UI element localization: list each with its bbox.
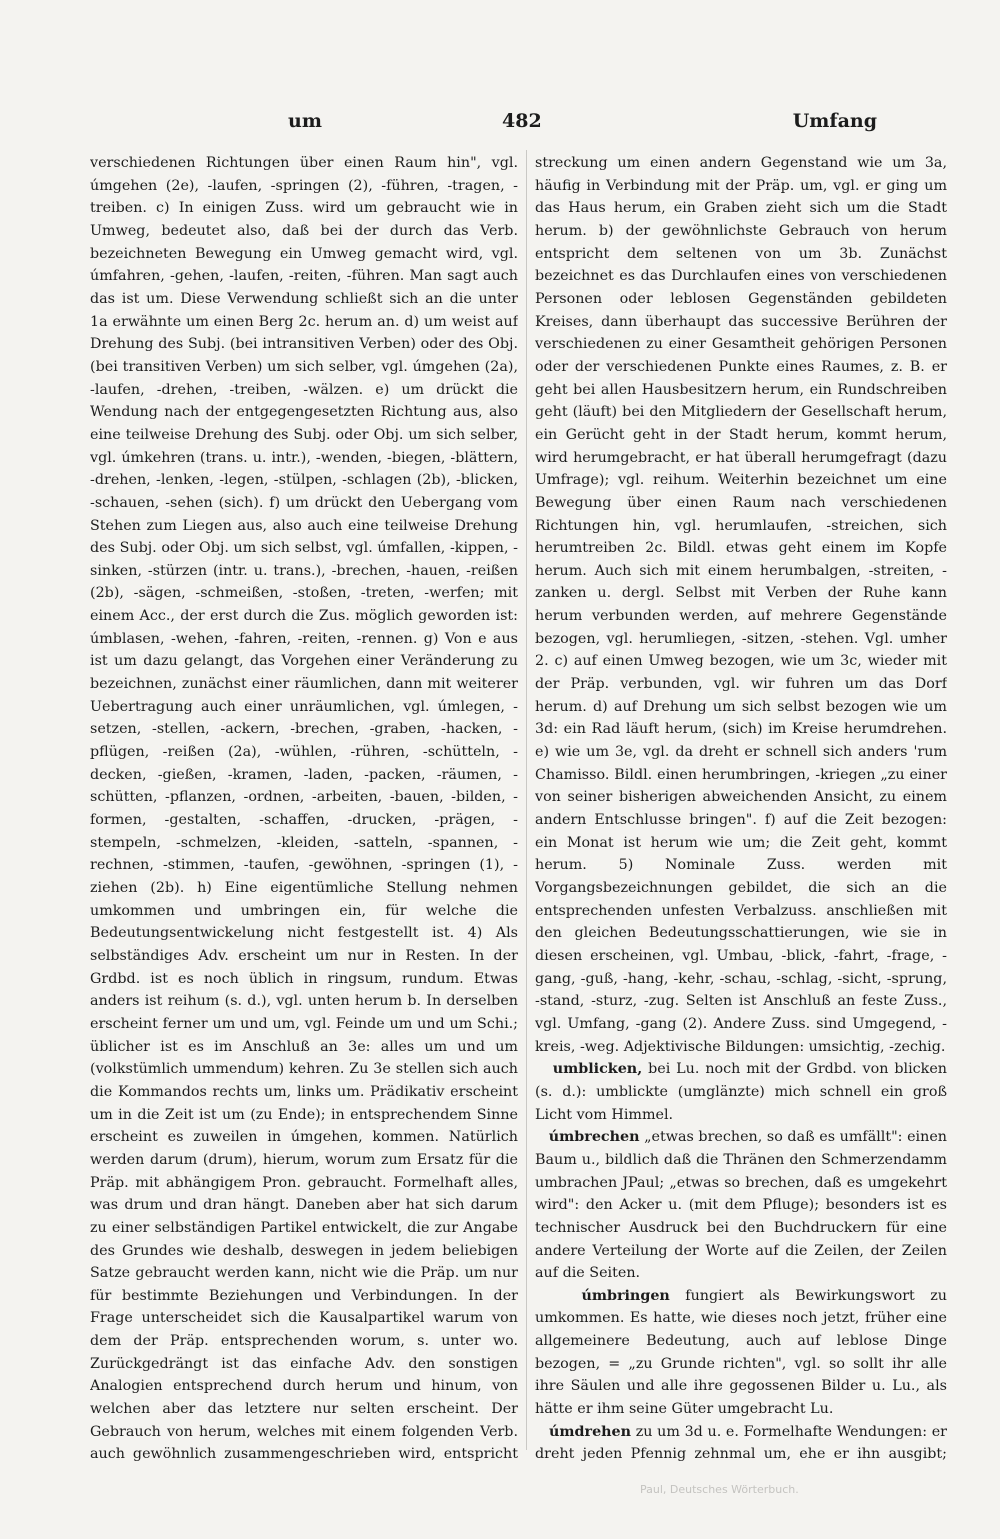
entry-continuation (535, 152, 947, 1058)
entry-text: bei Lu. noch mit der Grdbd. von blicken (s. d.): umblickte (umglänzte) mich schnell ein groß Licht vom Himmel. (535, 1061, 947, 1123)
page-number: 482 (502, 110, 542, 132)
entry-umblicken (535, 1058, 947, 1126)
running-header (90, 110, 940, 142)
entry-text: streckung um einen andern Gegenstand wie um 3a, häufig in Verbindung mit der Präp. um, vgl. er ging um das Haus herum, ein Graben zieht sich um die Stadt herum. b) der gewöhnlichste Gebrauch von herum entspricht dem seltenen von um 3b. Zunächst bezeichnet es das Durchlaufen eines von verschiedenen Personen oder leblosen Gegenständen gebildeten Kreises, dann überhaupt das successive Berühren der verschiedenen zu einer Gesamtheit gehörigen Personen oder der verschiedenen Punkte eines Raumes, z. B. er geht bei allen Hausbesitzern herum, ein Rundschreiben geht (läuft) bei den Mitgliedern der Gesellschaft herum, ein Gerücht geht in der Stadt herum, kommt herum, wird herumgebracht, er hat überall herumgefragt (dazu Umfrage); vgl. reihum. Weiterhin bezeichnet um eine Bewegung über einen Raum nach verschiedenen Richtungen hin, vgl. herumlaufen, -streichen, sich herumtreiben 2c. Bildl. etwas geht einem im Kopfe herum. Auch sich mit einem herumbalgen, -streiten, -zanken u. dergl. Selbst mit Verben der Ruhe kann herum verbunden werden, auf mehrere Gegenstände bezogen, vgl. herumliegen, -sitzen, -stehen. Vgl. umher 2. c) auf einen Umweg bezogen, wie um 3c, wieder mit der Präp. verbunden, vgl. wir fuhren um das Dorf herum. d) auf Drehung um sich selbst bezogen wie um 3d: ein Rad läuft herum, (sich) im Kreise herumdrehen. e) wie um 3e, vgl. da dreht er schnell sich anders 'rum Chamisso. Bildl. einen herumbringen, -kriegen „zu einer von seiner bisherigen abweichenden Ansicht, zu einem andern Entschlusse bringen". f) auf die Zeit bezogen: ein Monat ist herum wie um; die Zeit geht, kommt herum. 5) Nominale Zuss. werden mit Vorgangsbezeichnungen gebildet, die sich an die entsprechenden unfesten Verbalzuss. anschließen mit den gleichen Bedeutungsschattierungen, wie sie in diesen erscheinen, vgl. Umbau, -blick, -fahrt, -frage, -gang, -guß, -hang, -kehr, -schau, -schlag, -sicht, -sprung, -stand, -sturz, -zug. Selten ist Anschluß an feste Zuss., vgl. Umfang, -gang (2). Andere Zuss. sind Umgegend, -kreis, -weg. Adjektivische Bildungen: umsichtig, -zechig. (535, 155, 947, 1055)
entry-text: fungiert als Bewirkungswort zu umkommen. Es hatte, wie dieses noch jetzt, früher eine allgemeinere Bedeutung, auch auf leblose Dinge bezogen, = „zu Grunde richten", vgl. so sollt ihr alle ihre Säulen und alle ihre gegossenen Bilder u. Lu., als hätte er ihm seine Güter umgebracht Lu. (535, 1287, 947, 1418)
faint-bleedthrough-footer: Paul, Deutsches Wörterbuch. (640, 1483, 799, 1496)
entry-umbringen (535, 1285, 947, 1421)
entry-umdrehen (535, 1421, 947, 1462)
right-column (535, 152, 947, 1462)
headword: úmdrehen (549, 1423, 632, 1440)
entry-umbrechen (535, 1126, 947, 1285)
column-divider (526, 150, 527, 1450)
entry-text: „etwas brechen, so daß es umfällt": einen Baum u., bildlich daß die Thränen den Schmerzendamm umbrachen JPaul; „etwas so brechen, daß es umgekehrt wird": den Acker u. (mit dem Pfluge); besonders ist es technischer Ausdruck bei den Buchdruckern für eine andere Verteilung der Worte auf die Zeilen, der Zeilen auf die Seiten. (535, 1129, 947, 1282)
headword: úmbrechen (548, 1129, 640, 1146)
entry-text: zu um 3d u. e. Formelhafte Wendungen: er dreht jeden Pfennig zehnmal um, ehe er ihn ausgibt; (535, 1423, 947, 1462)
header-left-word: um (288, 110, 322, 132)
headword: umblicken, (552, 1061, 643, 1078)
left-column-text: verschiedenen Richtungen über einen Raum hin", vgl. úmgehen (2e), -laufen, -springen (2), -führen, -tragen, -treiben. c) In einigen Zuss. wird um gebraucht wie in Umweg, bedeutet also, daß bei der durch das Verb. bezeichneten Bewegung ein Umweg gemacht wird, vgl. úmfahren, -gehen, -laufen, -reiten, -führen. Man sagt auch das ist um. Diese Verwendung schließt sich an die unter 1a erwähnte um einen Berg 2c. herum an. d) um weist auf Drehung des Subj. (bei intransitiven Verben) oder des Obj. (bei transitiven Verben) um sich selber, vgl. úmgehen (2a), -laufen, -drehen, -treiben, -wälzen. e) um drückt die Wendung nach der entgegengesetzten Richtung aus, also eine teilweise Drehung des Subj. oder Obj. um sich selber, vgl. úmkehren (trans. u. intr.), -wenden, -biegen, -blättern, -drehen, -lenken, -legen, -stülpen, -schlagen (2b), -blicken, -schauen, -sehen (sich). f) um drückt den Uebergang vom Stehen zum Liegen aus, also auch eine teilweise Drehung des Subj. oder Obj. um sich selbst, vgl. úmfallen, -kippen, -sinken, -stürzen (intr. u. trans.), -brechen, -hauen, -reißen (2b), -sägen, -schmeißen, -stoßen, -treten, -werfen; mit einem Acc., der erst durch die Zus. möglich geworden ist: úmblasen, -wehen, -fahren, -reiten, -rennen. g) Von e aus ist um dazu gelangt, das Vorgehen einer Veränderung zu bezeichnen, zunächst einer räumlichen, dann mit weiterer Uebertragung auch einer unräumlichen, vgl. úmlegen, -setzen, -stellen, -ackern, -brechen, -graben, -hacken, -pflügen, -reißen (2a), -wühlen, -rühren, -schütteln, -decken, -gießen, -kramen, -laden, -packen, -räumen, -schütten, -pflanzen, -ordnen, -arbeiten, -bauen, -bilden, -formen, -gestalten, -schaffen, -drucken, -prägen, -stempeln, -schmelzen, -kleiden, -satteln, -spannen, -rechnen, -stimmen, -taufen, -gewöhnen, -springen (1), -ziehen (2b). h) Eine eigentümliche Stellung nehmen umkommen und umbringen ein, für welche die Bedeutungsentwickelung nicht festgestellt ist. 4) Als selbständiges Adv. erscheint um nur in Resten. In der Grdbd. ist es noch üblich in ringsum, rundum. Etwas anders ist reihum (s. d.), vgl. unten herum b. In derselben erscheint ferner um und um, vgl. Feinde um und um Schi.; üblicher ist es im Anschluß an 3e: alles um und um (volkstümlich ummendum) kehren. Zu 3e stellen sich auch die Kommandos rechts um, links um. Prädikativ erscheint um in die Zeit ist um (zu Ende); in entsprechendem Sinne erscheint es zuweilen in úmgehen, kommen. Natürlich werden darum (drum), hierum, worum zum Ersatz für die Präp. mit abhängigem Pron. gebraucht. Formelhaft alles, was drum und dran hängt. Daneben aber hat sich darum zu einer selbständigen Partikel entwickelt, die zur Angabe des Grundes wie deshalb, deswegen in jedem beliebigen Satze gebraucht werden kann, nicht wie die Präp. um nur für bestimmte Beziehungen und Verbindungen. In der Frage unterscheidet sich die Kausalpartikel warum von dem der Präp. entsprechenden worum, s. unter wo. Zurückgedrängt ist das einfache Adv. den sonstigen Analogien entsprechend durch herum und hinum, von welchen aber das letztere nur selten erscheint. Der Gebrauch von herum, welches mit einem folgenden Verb. auch gewöhnlich zusammengeschrieben wird, entspricht (90, 155, 518, 1462)
headword: úmbringen (581, 1287, 670, 1304)
header-right-word: Umfang (792, 110, 877, 132)
left-column (90, 152, 518, 1462)
